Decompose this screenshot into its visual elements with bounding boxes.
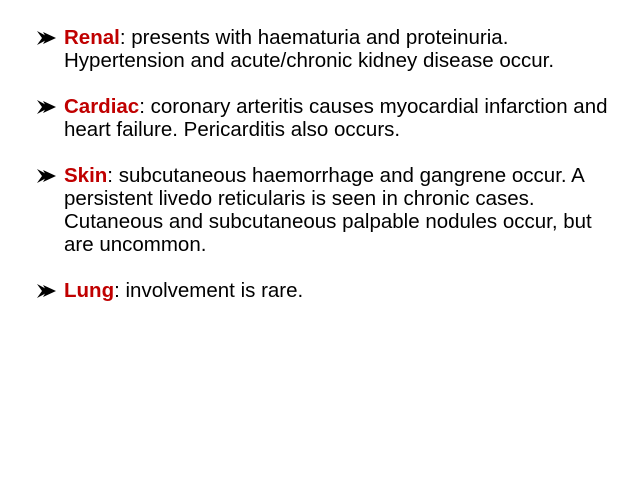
arrow-checkmark-icon: [36, 26, 60, 49]
bullet-item-renal: [36, 26, 608, 72]
bullet-text: : presents with haematuria and proteinuria. Hypertension and acute/chronic kidney disease occur.: [64, 26, 555, 72]
bullet-term: Skin: [64, 164, 108, 187]
bullet-item-lung: [36, 279, 608, 302]
bullet-text: : subcutaneous haemorrhage and gangrene occur. A persistent livedo reticularis is seen in chronic cases. Cutaneous and subcutaneous palpable nodules occur, but are uncommon.: [64, 164, 592, 256]
bullet-item-skin: [36, 164, 608, 256]
bullet-term: Renal: [64, 26, 120, 49]
bullet-item-cardiac: [36, 95, 608, 141]
bullet-text: : coronary arteritis causes myocardial infarction and heart failure. Pericarditis also occurs.: [64, 95, 608, 141]
arrow-checkmark-icon: [36, 164, 60, 187]
arrow-checkmark-icon: [36, 95, 60, 118]
arrow-checkmark-icon: [36, 279, 60, 302]
bullet-term: Lung: [64, 279, 115, 302]
bullet-term: Cardiac: [64, 95, 140, 118]
bullet-text: : involvement is rare.: [114, 279, 304, 302]
